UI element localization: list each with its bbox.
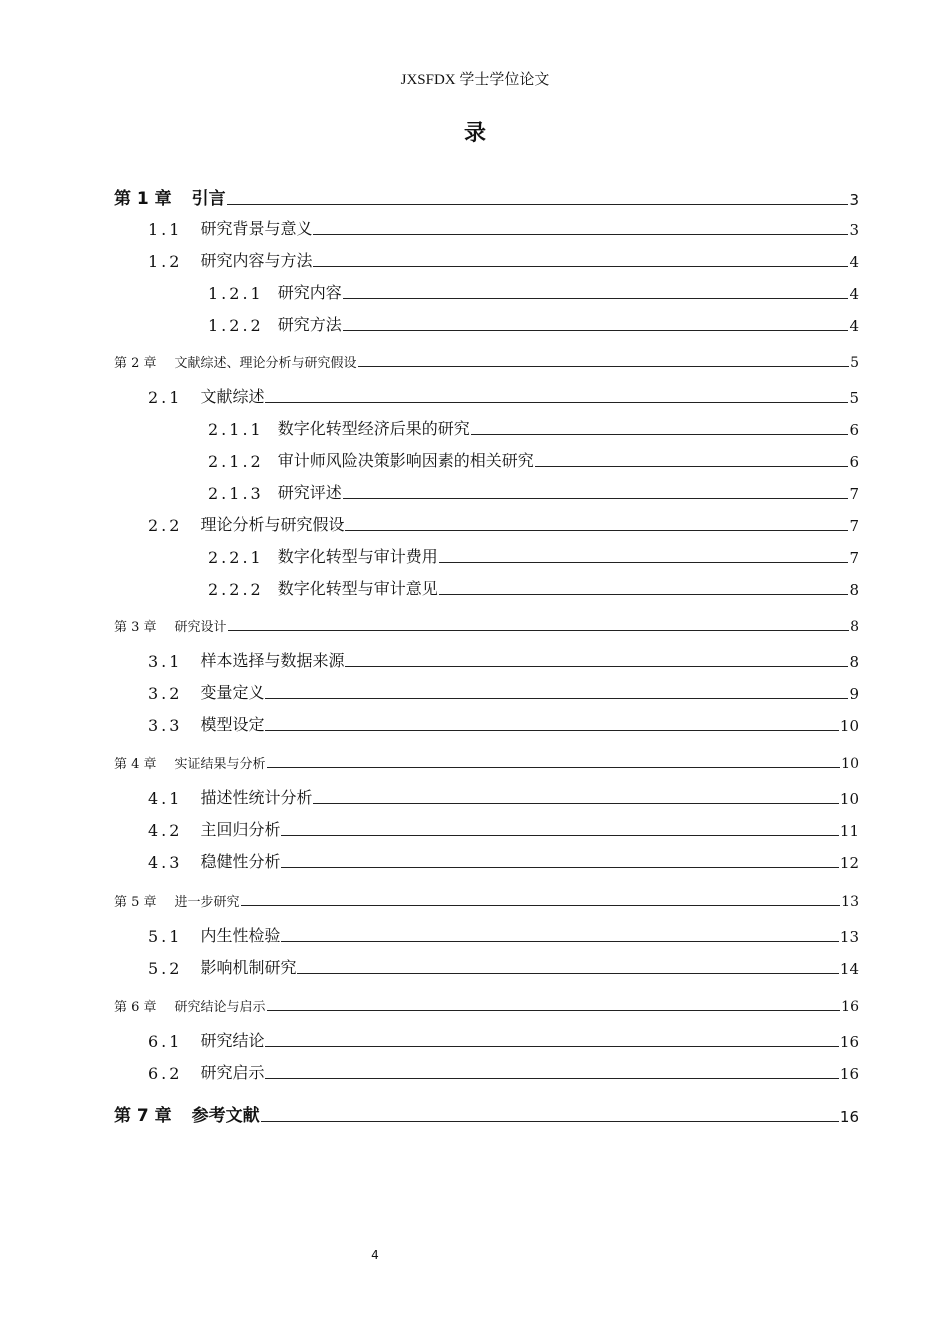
toc-entry-title: 研究背景与意义 [200,219,313,238]
toc-entry-number: 第 5 章 [114,895,157,910]
toc-entry-page: 9 [849,685,859,703]
toc-entry-label [114,891,240,910]
toc-entry-page: 11 [839,822,859,840]
toc-entry-number: 4.1 [148,789,183,808]
toc-leader-line [281,867,838,868]
toc-entry[interactable] [148,955,859,978]
toc-entry-number: 1.2 [148,252,183,271]
toc-entry[interactable] [148,648,859,671]
toc-leader-line [343,330,849,331]
toc-entry-page: 10 [839,717,859,735]
toc-entry-title: 数字化转型与审计意见 [277,579,438,598]
toc-entry-label [208,280,342,303]
toc-entry[interactable] [208,544,859,567]
toc-entry-page: 8 [849,581,859,599]
toc-entry-page: 7 [849,549,859,567]
toc-entry-title: 文献综述、理论分析与研究假设 [174,356,357,371]
toc-leader-line [471,434,849,435]
toc-entry-label [114,996,266,1015]
toc-entry-page: 12 [839,854,859,872]
page-number: 4 [371,1248,379,1262]
toc-entry-page: 16 [839,1065,859,1083]
toc-entry-page: 13 [841,894,859,910]
toc-leader-line [313,803,838,804]
toc-leader-line [313,234,848,235]
toc-entry-title: 主回归分析 [200,820,281,839]
toc-entry-number: 4.2 [148,821,183,840]
toc-leader-line [281,941,838,942]
toc-entry-page: 6 [849,453,859,471]
toc-entry-title: 研究结论 [200,1031,265,1050]
toc-entry-number: 1.2.2 [208,316,264,335]
toc-entry-number: 6.2 [148,1064,183,1083]
toc-leader-line [265,1046,838,1047]
toc-entry-label [114,1101,260,1126]
toc-entry-label [148,955,296,978]
toc-entry-number: 第 2 章 [114,356,157,371]
toc-entry-title: 文献综述 [200,387,265,406]
toc-entry[interactable] [208,576,859,599]
toc-entry-label [208,448,534,471]
toc-entry[interactable] [208,312,859,335]
toc-entry-number: 2.2 [148,516,183,535]
toc-entry-page: 5 [850,355,859,371]
toc-leader-line [261,1121,839,1122]
toc-entry-label [208,416,470,439]
toc-leader-line [439,562,849,563]
toc-entry-title: 描述性统计分析 [200,788,313,807]
toc-entry-label [208,576,438,599]
toc-entry-number: 2.2.2 [208,580,264,599]
toc-entry-title: 研究结论与启示 [174,1000,266,1015]
toc-entry-title: 样本选择与数据来源 [200,651,345,670]
toc-leader-line [265,402,848,403]
page-title: 录 [463,121,486,146]
toc-entry-number: 第 7 章 [114,1106,172,1126]
toc-entry-title: 研究内容与方法 [200,251,313,270]
toc-entry-title: 研究内容 [277,283,342,302]
toc-entry[interactable] [208,416,859,439]
running-header: JXSFDX 学士学位论文 [400,72,550,88]
toc-entry-title: 进一步研究 [174,895,240,910]
toc-entry-label [208,544,438,567]
toc-entry-label [148,712,264,735]
toc-entry-number: 2.1.2 [208,452,264,471]
toc-entry-label [114,616,227,635]
toc-entry[interactable] [148,384,859,407]
toc-entry-page: 6 [849,421,859,439]
toc-entry-label [148,817,280,840]
toc-entry[interactable] [114,616,859,635]
toc-entry-label [148,849,280,872]
toc-entry-page: 3 [849,191,859,209]
toc-leader-line [297,973,838,974]
toc-entry[interactable] [148,680,859,703]
toc-entry[interactable] [114,753,859,772]
toc-entry[interactable] [148,1060,859,1083]
toc-entry-page: 16 [839,1108,859,1126]
toc-entry-label [148,680,264,703]
toc-entry-title: 研究评述 [277,483,342,502]
toc-entry-title: 理论分析与研究假设 [200,515,345,534]
toc-entry-title: 研究启示 [200,1063,265,1082]
toc-entry[interactable] [114,1101,859,1126]
toc-entry[interactable] [148,1028,859,1051]
toc-entry-page: 16 [841,999,859,1015]
toc-entry[interactable] [114,184,859,209]
toc-entry-page: 4 [849,317,859,335]
toc-entry-page: 10 [841,756,859,772]
toc-entry-number: 3.1 [148,652,183,671]
toc-entry-title: 引言 [191,189,226,209]
toc-entry-label [148,1028,264,1051]
toc-entry[interactable] [114,996,859,1015]
toc-entry-page: 7 [849,517,859,535]
toc-entry-page: 13 [839,928,859,946]
toc-entry-title: 实证结果与分析 [174,757,266,772]
toc-leader-line [281,835,838,836]
toc-entry-title: 数字化转型经济后果的研究 [277,419,470,438]
toc-entry-number: 2.1.3 [208,484,264,503]
toc-entry-label [148,512,344,535]
toc-leader-line [265,1078,838,1079]
toc-entry-page: 5 [849,389,859,407]
toc-entry-page: 7 [849,485,859,503]
toc-entry-page: 4 [849,253,859,271]
toc-entry-label [148,384,264,407]
toc-leader-line [241,905,841,906]
toc-entry[interactable] [208,280,859,303]
toc-leader-line [265,730,838,731]
toc-entry[interactable] [148,512,859,535]
toc-entry-title: 研究方法 [277,315,342,334]
toc-entry-title: 参考文献 [191,1106,260,1126]
toc-entry-label [208,480,342,503]
toc-leader-line [439,594,849,595]
toc-entry[interactable] [148,849,859,872]
toc-entry[interactable] [148,216,859,239]
toc-entry-title: 模型设定 [200,715,265,734]
toc-entry-page: 8 [849,653,859,671]
toc-entry[interactable] [208,480,859,503]
toc-entry-label [148,648,344,671]
toc-entry-number: 5.1 [148,927,183,946]
toc-entry-label [208,312,342,335]
toc-leader-line [358,366,850,367]
toc-entry-title: 内生性检验 [200,926,281,945]
toc-entry-number: 4.3 [148,853,183,872]
toc-entry-page: 3 [849,221,859,239]
toc-entry-label [114,753,266,772]
toc-entry[interactable] [148,923,859,946]
toc-entry-number: 第 4 章 [114,757,157,772]
toc-entry-title: 数字化转型与审计费用 [277,547,438,566]
toc-leader-line [345,530,848,531]
toc-leader-line [313,266,848,267]
toc-leader-line [228,630,850,631]
toc-entry-label [114,352,357,371]
toc-entry[interactable] [148,817,859,840]
toc-leader-line [267,767,841,768]
toc-entry-number: 5.2 [148,959,183,978]
toc-entry-title: 审计师风险决策影响因素的相关研究 [277,451,534,470]
toc-entry[interactable] [148,785,859,808]
toc-entry-page: 8 [850,619,859,635]
toc-entry-title: 研究设计 [174,620,227,635]
toc-entry-number: 1.2.1 [208,284,264,303]
toc-entry[interactable] [208,448,859,471]
toc-entry-page: 10 [839,790,859,808]
toc-entry-number: 3.2 [148,684,183,703]
toc-entry-number: 3.3 [148,716,183,735]
toc-entry-title: 影响机制研究 [200,958,297,977]
toc-entry[interactable] [148,248,859,271]
toc-entry-number: 第 1 章 [114,189,172,209]
toc-entry-label [148,248,312,271]
toc-leader-line [535,466,849,467]
toc-leader-line [227,204,849,205]
toc-entry-number: 1.1 [148,220,183,239]
toc-entry-number: 6.1 [148,1032,183,1051]
toc-entry-label [148,785,312,808]
toc-entry[interactable] [148,712,859,735]
toc-entry-label [148,923,280,946]
toc-entry-label [114,184,226,209]
toc-entry[interactable] [114,352,859,371]
toc-entry-label [148,1060,264,1083]
toc-entry-number: 2.2.1 [208,548,264,567]
toc-entry-number: 2.1 [148,388,183,407]
toc-entry-page: 14 [839,960,859,978]
toc-entry-page: 16 [839,1033,859,1051]
toc-leader-line [343,298,849,299]
toc-leader-line [345,666,848,667]
toc-leader-line [343,498,849,499]
toc-entry-label [148,216,312,239]
toc-entry-number: 第 3 章 [114,620,157,635]
toc-leader-line [267,1010,841,1011]
toc-entry-page: 4 [849,285,859,303]
toc-entry-title: 稳健性分析 [200,852,281,871]
toc-leader-line [265,698,848,699]
toc-entry-title: 变量定义 [200,683,265,702]
toc-entry-number: 2.1.1 [208,420,264,439]
toc-entry[interactable] [114,891,859,910]
toc-entry-number: 第 6 章 [114,1000,157,1015]
